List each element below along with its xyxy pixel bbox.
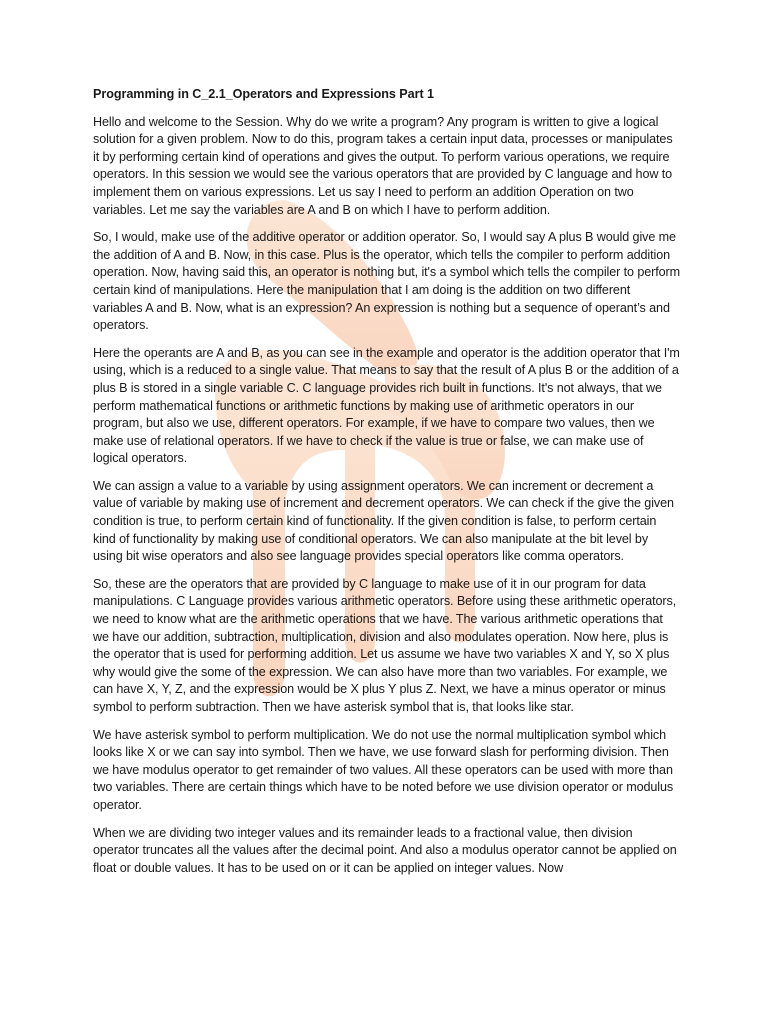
paragraph: Hello and welcome to the Session. Why do we write a program? Any program is written to give a logical solution for a given problem. Now to do this, program takes a certain input data, processes or manipulates it by performing certain kind of operations and gives the output. To perform various operations, we require operators. In this session we would see the various operators that are provided by C language and how to implement them on various expressions. Let us say I need to perform an addition Operation on two variables. Let me say the variables are A and B on which I have to perform addition.: [93, 114, 673, 217]
paragraph: We can assign a value to a variable by using assignment operators. We can increment or decrement a value of variable by making use of increment and decrement operators. We can check if the give the given condition is true, to perform certain kind of functionality. If the given condition is false, to perform certain kind of functionality by making use of conditional operators. We can also manipulate at the bit level by using bit wise operators and also see language provides special operators like comma operators.: [93, 478, 674, 564]
paragraph: We have asterisk symbol to perform multiplication. We do not use the normal multiplication symbol which looks like X or we can say into symbol. Then we have, we use forward slash for performing division. Then we have modulus operator to get remainder of two values. All these operators can be used with more than two variables. There are certain things which have to be noted before we use division operator or modulus operator.: [93, 727, 674, 812]
paragraph: So, these are the operators that are provided by C language to make use of it in our program for data manipulations. C Language provides various arithmetic operators. Before using these arithmetic operators, we need to know what are the arithmetic operations that we have. The various arithmetic operations that we have our addition, subtraction, multiplication, division and also modulates operation. Now here, plus is the operator that is used for performing addition. Let us assume we have two variables X and Y, so X plus why would give the some of the expression. We can also have more than two variables. For example, we can have X, Y, Z, and the expression would be X plus Y plus Z. Next, we have a minus operator or minus symbol to perform subtraction. Then we have asterisk symbol that is, that looks like star.: [93, 576, 677, 714]
paragraph: When we are dividing two integer values and its remainder leads to a fractional value, then division operator truncates all the values after the decimal point. And also a modulus operator cannot be applied on float or double values. It has to be used on or it can be applied on integer values. Now: [93, 825, 677, 875]
paragraph: Here the operants are A and B, as you can see in the example and operator is the addition operator that I'm using, which is a reduced to a single value. That means to say that the result of A plus B or the addition of a plus B is stored in a single variable C. C language provides rich built in functions. It's not always, that we perform mathematical functions or arithmetic functions by making use of arithmetic operators in our program, but also we use, different operators. For example, if we have to compare two values, then we make use of relational operators. If we have to check if the value is true or false, we can make use of logical operators.: [93, 345, 680, 466]
document-title: Programming in C_2.1_Operators and Expressions Part 1: [93, 87, 434, 101]
paragraph: So, I would, make use of the additive operator or addition operator. So, I would say A plus B would give me the addition of A and B. Now, in this case. Plus is the operator, which tells the compiler to perform addition operation. Now, having said this, an operator is nothing but, it's a symbol which tells the compiler to perform certain kind of manipulations. Here the manipulation that I am doing is the addition on two different variables A and B. Now, what is an expression? An expression is nothing but a sequence of operant’s and operators.: [93, 230, 681, 333]
